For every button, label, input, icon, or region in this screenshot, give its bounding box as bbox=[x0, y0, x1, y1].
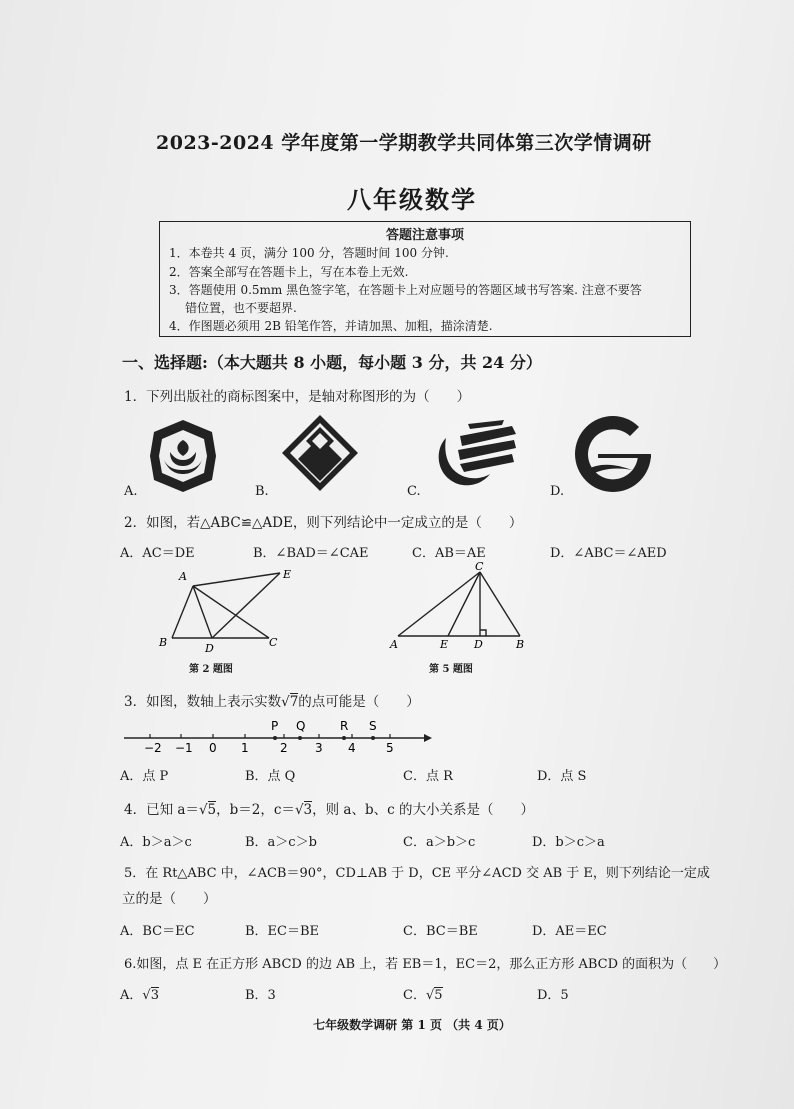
notice-box bbox=[159, 221, 691, 337]
fig2-label-b: B bbox=[159, 636, 168, 649]
q3-option-a: A．点 P bbox=[120, 769, 169, 784]
subject-title: 八年级数学 bbox=[347, 185, 477, 214]
q3-radicand: 7 bbox=[289, 694, 299, 710]
q4-stem-part: ，b＝2，c＝ bbox=[216, 802, 295, 818]
fig2-caption: 第 2 题图 bbox=[189, 664, 233, 675]
figure-2 bbox=[155, 566, 295, 656]
q4-option-c: C．a＞b＞c bbox=[403, 835, 476, 850]
q6-option-d: D．5 bbox=[537, 988, 569, 1003]
q5-option-d: D．AE＝EC bbox=[532, 924, 607, 939]
q6-option-c bbox=[403, 984, 443, 1003]
q1-option-c: C. bbox=[407, 484, 421, 499]
q5-option-a: A．BC＝EC bbox=[120, 924, 195, 939]
point-label-p: P bbox=[271, 719, 279, 733]
q4-option-d: D．b＞c＞a bbox=[532, 835, 605, 850]
sqrt-symbol: √ bbox=[142, 988, 151, 1003]
logo-a-icon bbox=[148, 418, 218, 494]
q3-stem-after: 的点可能是（ ） bbox=[298, 694, 420, 710]
exam-title: 2023-2024 学年度第一学期教学共同体第三次学情调研 bbox=[156, 132, 652, 154]
tick-label: −2 bbox=[144, 741, 162, 755]
point-label-r: R bbox=[340, 719, 349, 733]
tick-label: 0 bbox=[209, 741, 217, 755]
tick-label: 4 bbox=[348, 741, 356, 755]
q2-option-c: C．AB＝AE bbox=[412, 546, 486, 561]
sqrt-symbol: √ bbox=[198, 802, 208, 818]
q6-option-a bbox=[120, 984, 159, 1003]
logo-c-icon bbox=[432, 420, 520, 492]
fig5-label-b: B bbox=[516, 638, 525, 651]
notice-item: 4．作图题必须用 2B 铅笔作答，并请加黑、加粗，描涂清楚. bbox=[169, 319, 493, 333]
page-footer: 七年级数学调研 第 1 页 （共 4 页） bbox=[313, 1018, 511, 1032]
q1-stem: 1．下列出版社的商标图案中，是轴对称图形的为（ ） bbox=[124, 389, 471, 405]
q1-option-d: D. bbox=[550, 484, 565, 499]
q2-stem: 2．如图，若△ABC≌△ADE，则下列结论中一定成立的是（ ） bbox=[124, 515, 523, 531]
notice-item: 1．本卷共 4 页，满分 100 分，答题时间 100 分钟. bbox=[169, 246, 449, 260]
logo-b-icon bbox=[280, 413, 360, 493]
q3-option-d: D．点 S bbox=[537, 769, 587, 784]
q6-option-b: B．3 bbox=[245, 988, 276, 1003]
q6-option-a-label: A． bbox=[120, 988, 143, 1003]
q1-option-a: A. bbox=[124, 484, 138, 499]
fig5-caption: 第 5 题图 bbox=[429, 664, 473, 675]
figure-5 bbox=[388, 560, 538, 660]
q4-stem-part: ，则 a、b、c 的大小关系是（ ） bbox=[312, 802, 534, 818]
q2-option-b: B．∠BAD＝∠CAE bbox=[253, 546, 369, 561]
fig2-label-d: D bbox=[205, 642, 214, 655]
q4-radicand-a: 5 bbox=[207, 802, 217, 818]
q3-stem bbox=[124, 690, 420, 710]
sqrt-symbol: √ bbox=[281, 694, 290, 710]
point-label-q: Q bbox=[296, 719, 306, 733]
sqrt-symbol: √ bbox=[425, 988, 435, 1003]
q4-stem bbox=[124, 798, 534, 818]
notice-item: 2．答案全部写在答题卡上，写在本卷上无效. bbox=[169, 265, 409, 279]
section-heading: 一、选择题:（本大题共 8 小题，每小题 3 分，共 24 分） bbox=[122, 353, 542, 372]
q4-option-b: B．a＞c＞b bbox=[245, 835, 317, 850]
q3-option-b: B．点 Q bbox=[245, 769, 296, 784]
tick-label: −1 bbox=[175, 741, 193, 755]
q2-option-a: A．AC＝DE bbox=[120, 546, 195, 561]
q2-option-d: D．∠ABC＝∠AED bbox=[550, 546, 667, 561]
fig2-label-e: E bbox=[283, 568, 292, 581]
number-line bbox=[122, 716, 432, 756]
q6-option-a-radicand: 3 bbox=[150, 988, 159, 1003]
q3-stem-before: 3．如图，数轴上表示实数 bbox=[124, 694, 282, 710]
sqrt-symbol: √ bbox=[294, 802, 304, 818]
q1-option-b: B. bbox=[255, 484, 269, 499]
q4-radicand-c: 3 bbox=[303, 802, 313, 818]
q5-stem-line1: 5．在 Rt△ABC 中，∠ACB＝90°，CD⊥AB 于 D，CE 平分∠ACD 交 AB 于 E，则下列结论一定成 bbox=[124, 866, 710, 881]
q3-option-c: C．点 R bbox=[403, 769, 453, 784]
q4-option-a: A．b＞a＞c bbox=[120, 835, 192, 850]
q5-option-b: B．EC＝BE bbox=[245, 924, 320, 939]
fig5-label-e: E bbox=[440, 638, 449, 651]
fig5-label-d: D bbox=[474, 638, 483, 651]
tick-label: 2 bbox=[280, 741, 288, 755]
fig5-label-c: C bbox=[475, 560, 484, 573]
fig5-label-a: A bbox=[390, 638, 398, 651]
fig2-label-c: C bbox=[269, 636, 278, 649]
q6-option-c-label: C． bbox=[403, 988, 426, 1003]
point-label-s: S bbox=[369, 719, 377, 733]
notice-item: 错位置，也不要超界. bbox=[185, 301, 297, 315]
tick-label: 1 bbox=[241, 741, 249, 755]
q5-option-c: C．BC＝BE bbox=[403, 924, 478, 939]
q4-stem-part: 4．已知 a＝ bbox=[124, 802, 199, 818]
logo-d-icon bbox=[572, 414, 654, 494]
q6-option-c-radicand: 5 bbox=[434, 988, 443, 1003]
q6-stem: 6.如图，点 E 在正方形 ABCD 的边 AB 上，若 EB＝1，EC＝2，那么正方形 ABCD 的面积为（ ） bbox=[124, 957, 727, 972]
tick-label: 3 bbox=[315, 741, 323, 755]
tick-label: 5 bbox=[386, 741, 394, 755]
notice-item: 3．答题使用 0.5mm 黑色签字笔，在答题卡上对应题号的答题区域书写答案. 注意不要答 bbox=[169, 283, 642, 297]
fig2-label-a: A bbox=[179, 570, 187, 583]
notice-title: 答题注意事项 bbox=[385, 228, 464, 243]
q5-stem-line2: 立的是（ ） bbox=[122, 891, 217, 907]
